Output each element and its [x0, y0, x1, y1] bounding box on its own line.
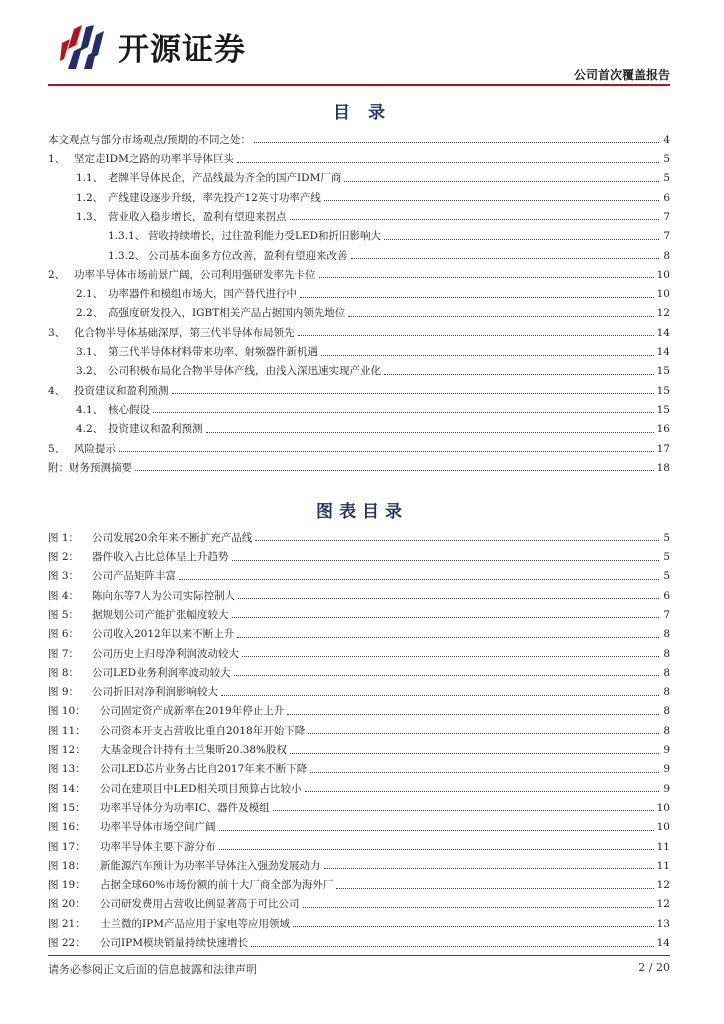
toc-entry[interactable]	[48, 300, 670, 319]
entry-number: 图 22：	[48, 937, 86, 950]
toc-entry[interactable]	[48, 775, 670, 794]
entry-number: 图 16：	[48, 821, 86, 834]
entry-label	[48, 386, 169, 397]
entry-text: 投资建议和盈利预测	[74, 384, 169, 397]
entry-page: 10	[656, 821, 670, 834]
entry-page: 14	[656, 346, 670, 359]
disclaimer-note: 请务必参阅正文后面的信息披露和法律声明	[48, 963, 257, 976]
entry-text: 公司收入2012年以来不断上升	[92, 628, 235, 641]
entry-number: 1.3.1、	[108, 230, 146, 243]
header-divider	[48, 84, 670, 86]
entry-text: 功率半导体市场前景广阔，公司利用强研发率先卡位	[74, 268, 316, 281]
dot-leader	[254, 141, 659, 143]
entry-text: 新能源汽车预计为功率半导体注入强劲发展动力	[100, 859, 321, 872]
dot-leader	[303, 906, 654, 908]
entry-label	[76, 347, 318, 358]
entry-label	[48, 154, 234, 165]
entry-label	[108, 231, 381, 242]
entry-page: 5	[663, 153, 670, 166]
entry-text: 公司基本面多方位改善，盈利有望迎来改善	[148, 249, 348, 262]
dot-leader	[206, 431, 654, 433]
entry-text: 公司历史上归母净利润波动较大	[92, 647, 239, 660]
entry-page: 18	[656, 461, 670, 474]
dot-leader	[221, 694, 659, 696]
figure-list	[48, 524, 670, 949]
entry-page: 4	[663, 133, 670, 146]
entry-label	[76, 308, 345, 319]
entry-text: 核心假设	[108, 403, 150, 416]
dot-leader	[344, 180, 659, 182]
entry-page: 10	[656, 801, 670, 814]
entry-number: 4、	[48, 384, 66, 397]
entry-page: 8	[663, 249, 670, 262]
entry-label	[48, 822, 216, 833]
entry-number: 图 21：	[48, 917, 86, 930]
dot-leader	[324, 199, 659, 201]
toc-entry[interactable]	[48, 358, 670, 377]
entry-label	[76, 212, 287, 223]
dot-leader	[348, 315, 653, 317]
toc-entry[interactable]	[48, 222, 670, 241]
entry-page: 8	[663, 628, 670, 641]
dot-leader	[310, 771, 659, 773]
dot-leader	[290, 752, 659, 754]
entry-text: 大基金现合计持有士兰集昕20.38%股权	[100, 744, 288, 757]
entry-page: 6	[663, 191, 670, 204]
entry-label	[48, 463, 132, 474]
dot-leader	[232, 559, 660, 561]
dot-leader	[298, 334, 654, 336]
entry-page: 14	[656, 937, 670, 950]
entry-text: 公司在建项目中LED相关项目预算占比较小	[100, 782, 302, 795]
entry-label	[48, 328, 295, 339]
dot-leader	[290, 218, 660, 220]
dot-leader	[237, 636, 659, 638]
entry-label	[48, 880, 333, 891]
brand-logo	[60, 24, 246, 69]
entry-page: 8	[663, 686, 670, 699]
entry-number: 图 2：	[48, 551, 80, 564]
entry-text: 公司LED业务利润率波动较大	[92, 666, 231, 679]
toc-entry[interactable]	[48, 910, 670, 929]
entry-number: 图 5：	[48, 608, 80, 621]
entry-number: 1、	[48, 153, 66, 166]
dot-leader	[119, 450, 654, 452]
entry-label	[76, 289, 297, 300]
entry-text: 坚定走IDM之路的功率半导体巨头	[74, 153, 234, 166]
entry-number: 4.1、	[76, 403, 104, 416]
page-header	[0, 0, 724, 92]
entry-page: 9	[663, 763, 670, 776]
entry-label	[76, 424, 203, 435]
entry-page: 8	[663, 666, 670, 679]
toc-entry[interactable]	[48, 640, 670, 659]
figure-list-title: 图表目录	[316, 502, 408, 522]
entry-text: 老牌半导体民企，产品线最为齐全的国产IDM厂商	[108, 172, 342, 185]
toc-entry[interactable]	[48, 454, 670, 473]
entry-text: 功率半导体主要下游分布	[100, 840, 216, 853]
entry-page: 5	[663, 172, 670, 185]
entry-page: 15	[656, 403, 670, 416]
entry-number: 图 4：	[48, 589, 80, 602]
entry-number: 图 7：	[48, 647, 80, 660]
entry-text: 功率半导体市场空间广阔	[100, 821, 216, 834]
entry-text: 化合物半导体基础深厚，第三代半导体布局领先	[74, 326, 295, 339]
entry-page: 12	[656, 898, 670, 911]
entry-page: 9	[663, 782, 670, 795]
entry-text: 风险提示	[74, 442, 116, 455]
toc-entry[interactable]	[48, 601, 670, 620]
toc-entry[interactable]	[48, 813, 670, 832]
toc-entry[interactable]	[48, 852, 670, 871]
entry-label	[76, 366, 381, 377]
toc-entry[interactable]	[48, 396, 670, 415]
toc-title: 目 录	[333, 103, 391, 123]
entry-number: 1.1、	[76, 172, 104, 185]
entry-text: 占据全球60%市场份额的前十大厂商全部为海外厂	[100, 879, 334, 892]
toc-entry[interactable]	[48, 319, 670, 338]
entry-page: 12	[656, 879, 670, 892]
entry-label	[76, 405, 150, 416]
dot-leader	[255, 539, 659, 541]
dot-leader	[237, 161, 659, 163]
entry-page: 6	[663, 589, 670, 602]
dot-leader	[287, 713, 659, 715]
entry-label	[48, 533, 252, 544]
entry-page: 7	[663, 210, 670, 223]
toc-entry[interactable]	[48, 126, 670, 145]
dot-leader	[384, 238, 659, 240]
entry-label	[48, 552, 229, 563]
entry-page: 8	[663, 705, 670, 718]
toc-entry[interactable]	[48, 929, 670, 948]
dot-leader	[321, 354, 654, 356]
toc-entry[interactable]	[48, 338, 670, 357]
entry-text: 公司IPM模块销量持续快速增长	[100, 937, 248, 950]
dot-leader	[179, 578, 659, 580]
entry-page: 8	[663, 647, 670, 660]
entry-page: 5	[663, 551, 670, 564]
toc-entry[interactable]	[48, 203, 670, 222]
toc-entry[interactable]	[48, 678, 670, 697]
entry-label	[48, 706, 284, 717]
dot-leader	[238, 597, 659, 599]
entry-number: 3、	[48, 326, 66, 339]
entry-number: 2、	[48, 268, 66, 281]
dot-leader	[319, 276, 654, 278]
entry-label	[48, 784, 302, 795]
dot-leader	[308, 732, 659, 734]
dot-leader	[351, 257, 660, 259]
toc-entry[interactable]	[48, 415, 670, 434]
dot-leader	[153, 411, 654, 413]
toc-entry[interactable]	[48, 165, 670, 184]
toc-entry[interactable]	[48, 756, 670, 775]
toc-entry[interactable]	[48, 794, 670, 813]
entry-label	[48, 270, 316, 281]
entry-text: 公司LED芯片业务占比自2017年来不断下降	[100, 763, 308, 776]
entry-page: 5	[663, 570, 670, 583]
entry-page: 10	[656, 288, 670, 301]
entry-page: 15	[656, 384, 670, 397]
entry-label	[48, 899, 300, 910]
entry-text: 陈向东等7人为公司实际控制人	[92, 589, 236, 602]
entry-label	[48, 591, 235, 602]
entry-number: 图 12：	[48, 744, 86, 757]
entry-text: 公司折旧对净利润影响较大	[92, 686, 218, 699]
entry-text: 营收持续增长，过往盈利能力受LED和折旧影响大	[148, 230, 382, 243]
dot-leader	[293, 925, 654, 927]
entry-text: 公司资本开支占营收比重自2018年开始下降	[100, 724, 306, 737]
brand-name: 开源证券	[118, 32, 246, 68]
entry-page: 17	[656, 442, 670, 455]
entry-label	[76, 193, 321, 204]
toc-entry[interactable]	[48, 377, 670, 396]
toc-entry[interactable]	[48, 145, 670, 164]
entry-label	[48, 938, 248, 949]
entry-number: 1.2、	[76, 191, 104, 204]
toc-entry[interactable]	[48, 543, 670, 562]
entry-text: 本文观点与部分市场观点/预期的不同之处：	[48, 133, 252, 146]
entry-number: 图 14：	[48, 782, 86, 795]
entry-number: 图 19：	[48, 879, 86, 892]
dot-leader	[219, 848, 654, 850]
entry-label	[48, 842, 216, 853]
entry-page: 5	[663, 531, 670, 544]
toc-entry[interactable]	[48, 563, 670, 582]
entry-label	[48, 803, 270, 814]
entry-page: 7	[663, 608, 670, 621]
toc-entry[interactable]	[48, 717, 670, 736]
entry-label	[48, 726, 305, 737]
dot-leader	[305, 790, 659, 792]
entry-label	[48, 629, 234, 640]
entry-text: 器件收入占比总体呈上升趋势	[92, 551, 229, 564]
entry-page: 9	[663, 744, 670, 757]
entry-label	[48, 764, 307, 775]
entry-number: 图 11：	[48, 724, 86, 737]
entry-text: 士兰微的IPM产品应用于家电等应用领域	[100, 917, 290, 930]
entry-text: 功率半导体分为功率IC、器件及模组	[100, 801, 270, 814]
dot-leader	[234, 674, 659, 676]
entry-text: 投资建议和盈利预测	[108, 423, 203, 436]
entry-number: 图 13：	[48, 763, 86, 776]
entry-number: 图 17：	[48, 840, 86, 853]
entry-page: 15	[656, 365, 670, 378]
dot-leader	[384, 373, 654, 375]
entry-text: 功率器件和模组市场大，国产替代进行中	[108, 288, 297, 301]
entry-label	[48, 919, 290, 930]
entry-label	[108, 251, 348, 262]
entry-page: 8	[663, 724, 670, 737]
dot-leader	[135, 469, 654, 471]
dot-leader	[273, 809, 654, 811]
entry-text: 公司积极布局化合物半导体产线，由浅入深迅速实现产业化	[108, 365, 381, 378]
page-number: 2 / 20	[638, 961, 670, 974]
entry-text: 公司研发费用占营收比例显著高于可比公司	[100, 898, 300, 911]
entry-text: 公司固定资产成新率在2019年停止上升	[100, 705, 285, 718]
entry-number: 1.3、	[76, 210, 104, 223]
entry-number: 2.1、	[76, 288, 104, 301]
toc-entry[interactable]	[48, 659, 670, 678]
dot-leader	[219, 829, 654, 831]
entry-label	[48, 444, 116, 455]
dot-leader	[172, 392, 654, 394]
toc-entry[interactable]	[48, 698, 670, 717]
entry-text: 公司发展20余年来不断扩充产品线	[92, 531, 253, 544]
toc-entry[interactable]	[48, 184, 670, 203]
entry-number: 图 10：	[48, 705, 86, 718]
entry-page: 13	[656, 917, 670, 930]
toc-entry[interactable]	[48, 833, 670, 852]
entry-text: 公司产品矩阵丰富	[92, 570, 176, 583]
toc-entry[interactable]	[48, 261, 670, 280]
toc-list	[48, 126, 670, 473]
entry-number: 5、	[48, 442, 66, 455]
entry-label	[48, 610, 229, 621]
footer-divider	[48, 955, 670, 956]
toc-entry[interactable]	[48, 620, 670, 639]
entry-number: 图 1：	[48, 531, 80, 544]
entry-number: 图 6：	[48, 628, 80, 641]
entry-label	[48, 135, 251, 146]
dot-leader	[300, 296, 654, 298]
toc-entry[interactable]	[48, 435, 670, 454]
entry-text: 附：财务预测摘要	[48, 461, 132, 474]
entry-page: 12	[656, 307, 670, 320]
toc-entry[interactable]	[48, 736, 670, 755]
entry-label	[76, 173, 341, 184]
dot-leader	[242, 655, 659, 657]
entry-number: 4.2、	[76, 423, 104, 436]
toc-entry[interactable]	[48, 891, 670, 910]
entry-label	[48, 668, 231, 679]
entry-page: 11	[656, 840, 670, 853]
toc-entry[interactable]	[48, 582, 670, 601]
entry-number: 图 9：	[48, 686, 80, 699]
entry-label	[48, 687, 218, 698]
entry-page: 14	[656, 326, 670, 339]
entry-number: 3.2、	[76, 365, 104, 378]
entry-text: 第三代半导体材料带来功率、射频器件新机遇	[108, 346, 318, 359]
entry-page: 10	[656, 268, 670, 281]
entry-text: 据规划公司产能扩张幅度较大	[92, 608, 229, 621]
entry-number: 1.3.2、	[108, 249, 146, 262]
brand-stripes-icon	[60, 25, 110, 69]
entry-label	[48, 861, 321, 872]
entry-number: 图 20：	[48, 898, 86, 911]
entry-number: 图 15：	[48, 801, 86, 814]
entry-number: 图 3：	[48, 570, 80, 583]
entry-text: 产线建设逐步升级，率先投产12英寸功率产线	[108, 191, 321, 204]
entry-label	[48, 745, 287, 756]
dot-leader	[324, 867, 654, 869]
dot-leader	[251, 945, 654, 947]
toc-entry[interactable]	[48, 524, 670, 543]
toc-entry[interactable]	[48, 280, 670, 299]
entry-page: 7	[663, 230, 670, 243]
toc-entry[interactable]	[48, 242, 670, 261]
entry-text: 高强度研发投入，IGBT相关产品占据国内领先地位	[108, 307, 346, 320]
dot-leader	[232, 616, 660, 618]
entry-number: 图 8：	[48, 666, 80, 679]
report-type-label: 公司首次覆盖报告	[573, 68, 670, 82]
entry-label	[48, 649, 239, 660]
entry-number: 2.2、	[76, 307, 104, 320]
entry-text: 营业收入稳步增长，盈利有望迎来拐点	[108, 210, 287, 223]
entry-label	[48, 571, 176, 582]
toc-entry[interactable]	[48, 871, 670, 890]
entry-number: 3.1、	[76, 346, 104, 359]
entry-page: 11	[656, 859, 670, 872]
entry-number: 图 18：	[48, 859, 86, 872]
entry-page: 16	[656, 423, 670, 436]
dot-leader	[336, 887, 653, 889]
